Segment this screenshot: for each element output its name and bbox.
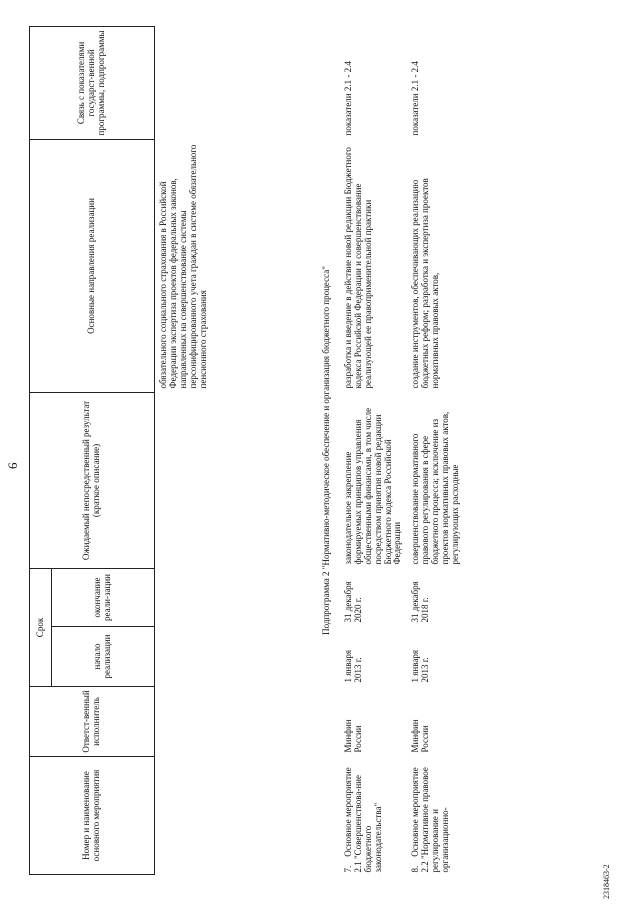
document-code: 2318463-2 — [602, 864, 611, 899]
table-row — [409, 26, 466, 874]
measure-start: 1 января 2013 г. — [343, 650, 363, 683]
measure-responsible: Минфин России — [343, 719, 363, 753]
header-term: Срок — [30, 568, 52, 686]
table-header-row — [30, 26, 52, 874]
subprogram-row — [312, 26, 342, 874]
page-number: 6 — [5, 462, 20, 469]
measure-directions: разработка и введение в действие новой редакции Бюджетного кодекса Российской Федерации и совершенствование реализующей ее правоприменительной практики — [343, 147, 373, 389]
header-start: начало реализации — [52, 627, 155, 687]
continuation-text: обязательного социального страхования в Российской Федерации экспертиза проектов федеральных законов, направленных на совершенствование системы персонифицированного учета граждан в системе обязательного пенсионного страхования — [158, 144, 208, 389]
measure-end: 31 декабря 2020 г. — [343, 581, 363, 623]
measure-link: показатели 2.1 - 2.4 — [343, 61, 353, 136]
header-link: Связь с показателями государст-венной программы, подпрограммы — [30, 26, 155, 139]
table-row — [342, 26, 409, 874]
measure-end: 31 декабря 2018 г. — [410, 581, 431, 623]
header-directions: Основные направления реализации — [30, 139, 155, 392]
measure-directions: создание инструментов, обеспечивающих реализацию бюджетных реформ; разработка и экспертиза проектов нормативных правовых актов, — [410, 178, 441, 389]
measure-name — [409, 757, 466, 875]
measures-table — [29, 26, 467, 875]
header-end: окончание реали-зации — [52, 568, 155, 626]
subprogram-title: Подпрограмма 2 "Нормативно-методическое обеспечение и организация бюджетного процесса" — [321, 266, 332, 635]
measure-name — [342, 757, 409, 875]
header-responsible: Ответст-венный исполнитель — [30, 687, 155, 757]
row-number: 8. — [410, 865, 421, 873]
measure-result: совершенствование нормативного правового регулирования в сфере бюджетного процесса; исключение из проектов нормативных правовых актов, регулирующих расходные — [410, 411, 460, 565]
continuation-row — [155, 26, 313, 874]
measure-link: показатели 2.1 - 2.4 — [410, 61, 421, 136]
measure-name-text: Основное мероприятие 2.1 "Совершенствова-ние бюджетного законодательства" — [343, 767, 383, 873]
measure-name-text: Основное мероприятие 2.2 "Нормативное правовое регулирование и организационно- — [410, 767, 451, 873]
measure-responsible: Минфин России — [410, 719, 431, 753]
measure-result: законодательное закрепление формируемых принципов управления общественными финансами, в том числе посредством принятия новой редакции Бюджетного кодекса Российской Федерации — [343, 407, 403, 565]
header-number-and-name: Номер и наименование основного мероприятия — [30, 757, 155, 875]
header-expected-result: Ожидаемый непосредственный результат (краткое описание) — [30, 392, 155, 568]
measure-start: 1 января 2013 г. — [410, 650, 431, 683]
row-number: 7. — [343, 865, 353, 873]
